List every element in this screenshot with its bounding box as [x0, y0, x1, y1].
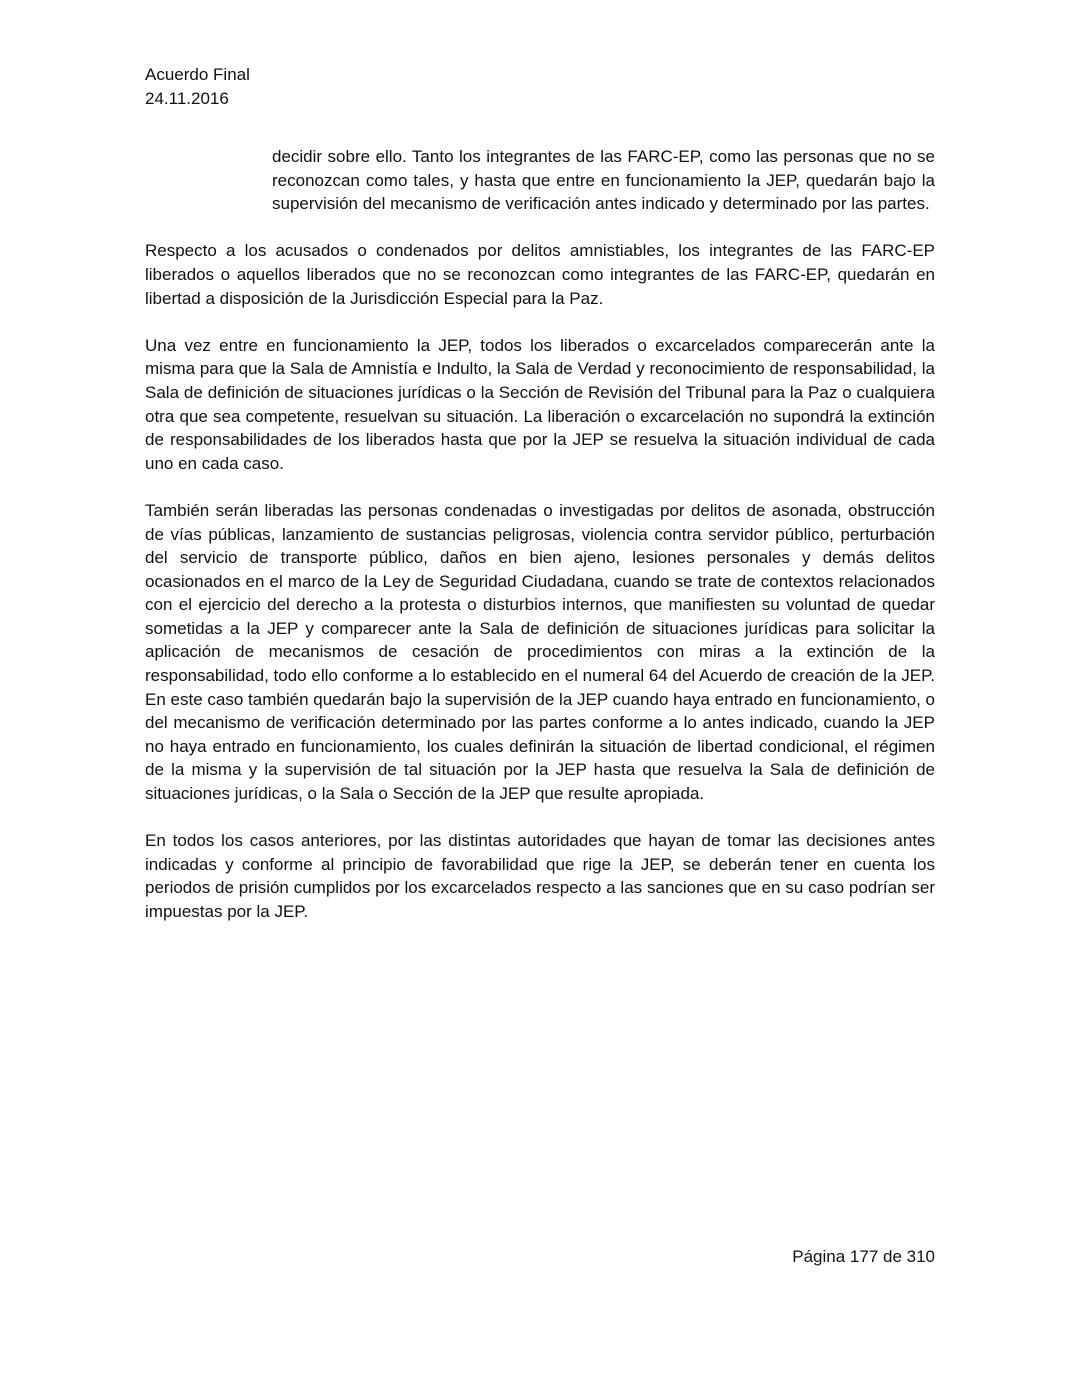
paragraph-amnistiables: Respecto a los acusados o condenados por delitos amnistiables, los integrantes de las FARC-EP liberados o aquellos liberados que no se reconozcan como integrantes de las FARC-EP, quedarán en libertad a disposición de la Jurisdicción Especial para la Paz. — [145, 241, 935, 308]
document-date: 24.11.2016 — [145, 89, 229, 108]
paragraph-favorabilidad: En todos los casos anteriores, por las distintas autoridades que hayan de tomar las decisiones antes indicadas y conforme al principio de favorabilidad que rige la JEP, se deberán tener en cuenta los periodos de prisión cumplidos por los excarcelados respecto a las sanciones que en su caso podrían ser impuestas por la JEP. — [145, 831, 935, 921]
document-title: Acuerdo Final — [145, 65, 250, 84]
paragraph-protesta: También serán liberadas las personas condenadas o investigadas por delitos de asonada, obstrucción de vías públicas, lanzamiento de sustancias peligrosas, violencia contra servidor público, perturbación del servicio de transporte público, daños en bien ajeno, lesiones personales y demás delitos ocasionados en el marco de la Ley de Seguridad Ciudadana, cuando se trate de contextos relacionados con el ejercicio del derecho a la protesta o disturbios internos, que manifiesten su voluntad de quedar sometidas a la JEP y comparecer ante la Sala de definición de situaciones jurídicas para solicitar la aplicación de mecanismos de cesación de procedimientos con miras a la extinción de la responsabilidad, todo ello conforme a lo establecido en el numeral 64 del Acuerdo de creación de la JEP. En este caso también quedarán bajo la supervisión de la JEP cuando haya entrado en funcionamiento, o del mecanismo de verificación determinado por las partes conforme a lo antes indicado, cuando la JEP no haya entrado en funcionamiento, los cuales definirán la situación de libertad condicional, el régimen de la misma y la supervisión de tal situación por la JEP hasta que resuelva la Sala de definición de situaciones jurídicas, o la Sala o Sección de la JEP que resulte apropiada. — [145, 500, 935, 804]
paragraph-funcionamiento-jep: Una vez entre en funcionamiento la JEP, todos los liberados o excarcelados comparecerán ante la misma para que la Sala de Amnistía e Indulto, la Sala de Verdad y reconocimiento de responsabilidad, la Sala de definición de situaciones jurídicas o la Sección de Revisión del Tribunal para la Paz o cualquiera otra que sea competente, resuelvan su situación. La liberación o excarcelación no supondrá la extinción de responsabilidades de los liberados hasta que por la JEP se resuelva la situación individual de cada uno en cada caso. — [145, 335, 935, 473]
document-header — [145, 63, 250, 111]
document-body — [145, 145, 935, 947]
page-number: Página 177 de 310 — [792, 1247, 935, 1266]
paragraph-continuation: decidir sobre ello. Tanto los integrantes de las FARC-EP, como las personas que no se reconozcan como tales, y hasta que entre en funcionamiento la JEP, quedarán bajo la supervisión del mecanismo de verificación antes indicado y determinado por las partes. — [272, 147, 935, 214]
